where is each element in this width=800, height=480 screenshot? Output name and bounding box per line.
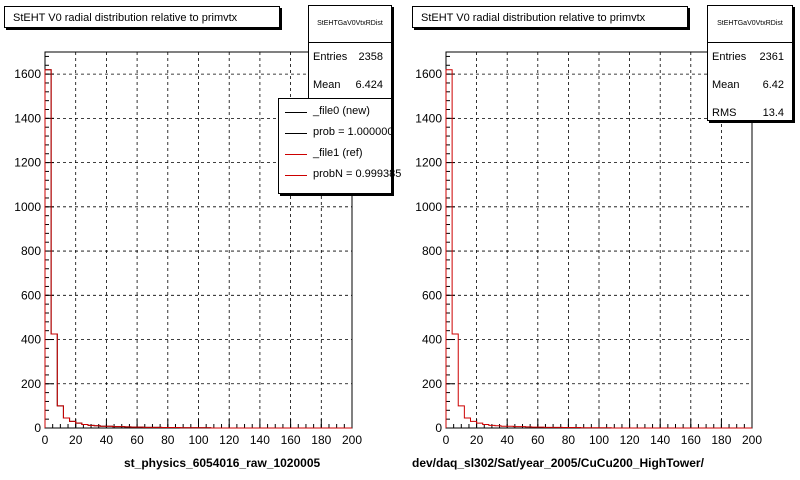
- right-x-tick-label: 160: [680, 433, 701, 447]
- left-y-tick-label: 600: [20, 288, 41, 303]
- right-x-tick-label: 80: [561, 433, 576, 447]
- right-y-tick-label: 1200: [415, 155, 442, 170]
- legend-swatch-probn: [285, 175, 307, 176]
- left-x-tick-label: 120: [219, 433, 240, 447]
- right-x-tick-label: 120: [619, 433, 640, 447]
- right-y-tick-label: 1400: [415, 111, 442, 126]
- right-y-tick-label: 800: [421, 244, 442, 259]
- right-x-tick-label: 40: [500, 433, 514, 447]
- legend-label-probn: probN = 0.999385: [313, 168, 402, 180]
- left-x-tick-label: 200: [341, 433, 363, 447]
- legend-swatch-file1: [285, 154, 307, 155]
- left-legend: [278, 98, 402, 194]
- left-x-tick-label: 160: [280, 433, 301, 447]
- left-x-tick-label: 0: [41, 433, 49, 447]
- left-x-axis-label: st_physics_6054016_raw_1020005: [124, 456, 321, 470]
- right-histogram-pad: [400, 0, 800, 480]
- left-stats-entries-value: 2358: [358, 51, 383, 63]
- right-stats-rms-row: [708, 99, 792, 127]
- left-x-tick-label: 180: [311, 433, 332, 447]
- right-x-tick-label: 100: [588, 433, 610, 447]
- right-x-tick-label: 180: [711, 433, 732, 447]
- left-y-tick-label: 1400: [14, 111, 41, 126]
- left-x-tick-label: 60: [130, 433, 144, 447]
- left-stats-entries-row: [309, 43, 391, 71]
- right-y-tick-label: 0: [435, 421, 442, 435]
- legend-swatch-file0: [285, 112, 307, 113]
- left-x-tick-label: 40: [99, 433, 114, 447]
- right-stats-box: [707, 5, 793, 121]
- legend-label-file0: _file0 (new): [313, 105, 370, 117]
- left-y-tick-label: 0: [34, 421, 41, 435]
- right-x-tick-label: 200: [741, 433, 763, 447]
- left-x-tick-label: 140: [249, 433, 270, 447]
- right-x-tick-label: 20: [469, 433, 484, 447]
- right-stats-rms-value: 13.4: [762, 107, 784, 119]
- left-stats-mean-value: 6.424: [355, 79, 383, 91]
- right-x-tick-label: 60: [531, 433, 545, 447]
- right-y-tick-label: 400: [421, 332, 442, 347]
- right-stats-entries-label: Entries: [712, 51, 747, 63]
- right-stats-mean-row: [708, 71, 792, 99]
- left-y-tick-label: 1200: [14, 155, 41, 170]
- right-y-tick-label: 1600: [415, 67, 442, 82]
- left-x-tick-label: 80: [161, 433, 175, 447]
- right-y-tick-label: 1000: [415, 199, 442, 214]
- legend-label-file1: _file1 (ref): [313, 147, 363, 159]
- legend-entry-file0: [279, 102, 391, 123]
- left-y-tick-label: 800: [20, 244, 41, 259]
- right-stats-entries-row: [708, 43, 792, 71]
- left-stats-entries-label: Entries: [313, 51, 348, 63]
- right-stats-rms-label: RMS: [712, 107, 737, 119]
- left-stats-name: StEHTGaV0VtxRDist: [309, 6, 391, 43]
- legend-entry-probn: [279, 165, 402, 186]
- right-stats-mean-label: Mean: [712, 79, 740, 91]
- right-y-tick-label: 200: [421, 376, 442, 391]
- right-x-tick-label: 140: [650, 433, 671, 447]
- left-x-tick-label: 20: [69, 433, 83, 447]
- left-stats-box: [308, 5, 392, 99]
- right-stats-name: StEHTGaV0VtxRDist: [708, 6, 792, 43]
- right-y-tick-label: 600: [421, 288, 442, 303]
- legend-entry-file1: [279, 144, 391, 165]
- right-stats-mean-value: 6.42: [762, 79, 784, 91]
- legend-entry-prob: [279, 123, 394, 144]
- left-y-tick-label: 1000: [14, 199, 41, 214]
- left-histogram-title: StEHT V0 radial distribution relative to primvtx: [4, 6, 280, 28]
- left-y-tick-label: 1600: [14, 67, 41, 82]
- legend-swatch-prob: [285, 133, 307, 134]
- right-histogram-title: StEHT V0 radial distribution relative to primvtx: [412, 6, 688, 28]
- left-y-tick-label: 400: [20, 332, 41, 347]
- left-stats-mean-row: [309, 71, 391, 99]
- right-x-tick-label: 0: [442, 433, 450, 447]
- left-y-tick-label: 200: [20, 376, 41, 391]
- right-x-axis-label: dev/daq_sl302/Sat/year_2005/CuCu200_HighTower/: [412, 456, 704, 470]
- right-stats-entries-value: 2361: [759, 51, 784, 63]
- left-stats-mean-label: Mean: [313, 79, 341, 91]
- left-x-tick-label: 100: [188, 433, 209, 447]
- legend-label-prob: prob = 1.000000: [313, 126, 394, 138]
